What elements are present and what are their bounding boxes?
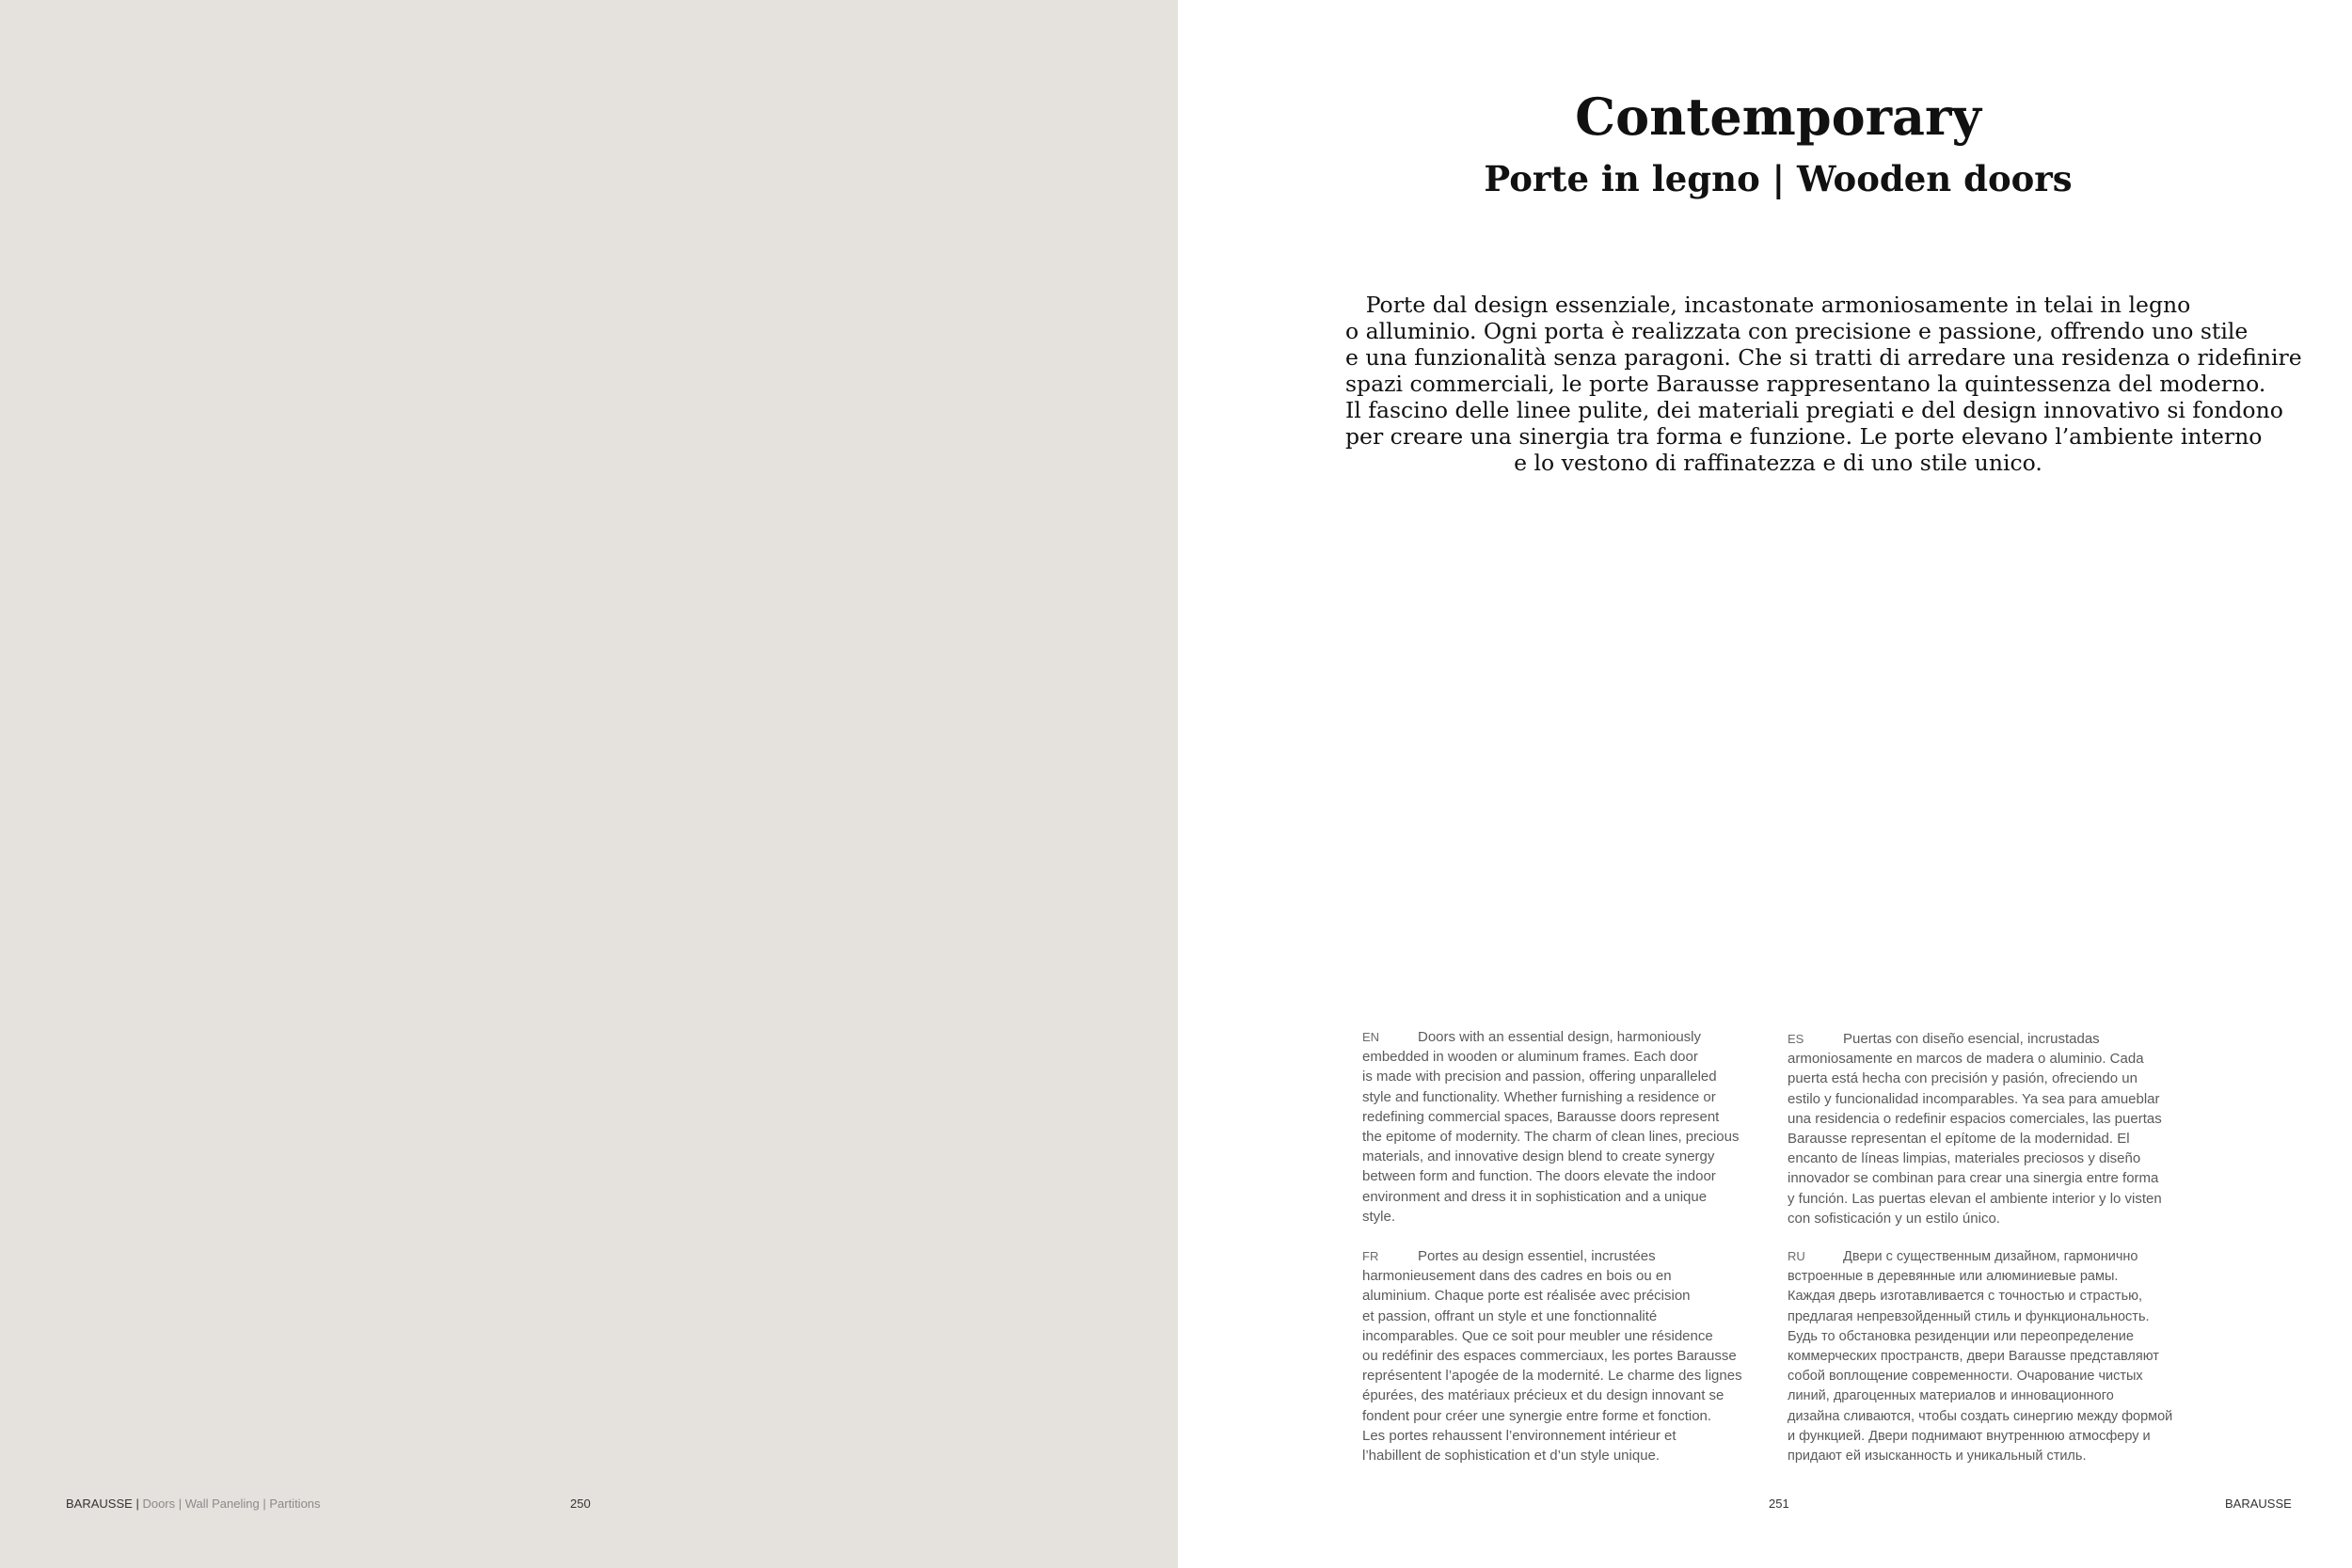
translation-line: Каждая дверь изготавливается с точностью и страстью, [1788,1289,2143,1305]
page-number-left: 250 [570,1497,591,1511]
translation-line: style and functionality. Whether furnishing a residence or [1362,1088,1716,1105]
translation-line: encanto de líneas limpias, materiales preciosos y diseño [1788,1150,2141,1167]
translation-line: коммерческих пространств, двери Barausse представляют [1788,1349,2159,1365]
page-subtitle: Porte in legno | Wooden doors [1484,158,2073,199]
translation-line: the epitome of modernity. The charm of clean lines, precious [1362,1129,1740,1146]
translation-line: Будь то обстановка резиденции или переопределение [1788,1328,2134,1344]
translation-line: redefining commercial spaces, Barausse doors represent [1362,1108,1720,1125]
translation-line: armoniosamente en marcos de madera o aluminio. Cada [1788,1051,2144,1068]
translation-line: puerta está hecha con precisión y pasión, ofreciendo un [1788,1070,2137,1087]
footer-categories: Doors | Wall Paneling | Partitions [142,1497,321,1511]
translation-line [1362,1246,1767,1266]
translation-line: ou redéfinir des espaces commerciaux, les portes Barausse [1362,1348,1737,1365]
translation-line: aluminium. Chaque porte est réalisée avec précision [1362,1288,1691,1305]
translation-line: between form and function. The doors elevate the indoor [1362,1168,1716,1185]
translation-line [1362,1027,1767,1047]
translation-text: Portes au design essentiel, incrustées [1418,1248,1656,1264]
translation-line: incomparables. Que ce soit pour meubler une résidence [1362,1327,1713,1344]
intro-line: Il fascino delle linee pulite, dei materiali pregiati e del design innovativo si fondono [1345,397,2283,423]
translation-line: предлагая непревзойденный стиль и функциональность. [1788,1308,2150,1324]
translation-line: estilo y funcionalidad incomparables. Ya sea para amueblar [1788,1090,2160,1107]
translation-text: Puertas con diseño esencial, incrustadas [1843,1031,2100,1047]
translation-es [1788,1029,2192,1228]
translation-line: Les portes rehaussent l’environnement intérieur et [1362,1427,1677,1444]
translation-line: Barausse representan el epítome de la modernidad. El [1788,1131,2130,1148]
intro-line: e lo vestono di raffinatezza e di uno stile unico. [1514,450,2042,476]
translation-line: et passion, offrant un style et une fonctionnalité [1362,1307,1658,1324]
translation-line: con sofisticación y un estilo único. [1788,1210,2000,1227]
translation-line: собой воплощение современности. Очарование чистых [1788,1369,2143,1385]
translation-line: встроенные в деревянные или алюминиевые рамы. [1788,1269,2119,1285]
intro-paragraph [1345,292,2302,476]
translation-line: is made with precision and passion, offering unparalleled [1362,1069,1717,1085]
translation-line: придают ей изысканность и уникальный стиль. [1788,1449,2087,1465]
translation-line: y función. Las puertas elevan el ambiente interior y lo visten [1788,1190,2162,1207]
translation-line: una residencia o redefinir espacios comerciales, las puertas [1788,1110,2162,1127]
footer-brand-right: BARAUSSE [2225,1497,2292,1511]
translation-line: épurées, des matériaux précieux et du design innovant se [1362,1387,1724,1404]
intro-line: spazi commerciali, le porte Barausse rappresentano la quintessenza del moderno. [1345,371,2266,397]
translation-line: materials, and innovative design blend to create synergy [1362,1148,1715,1165]
translation-ru [1788,1246,2192,1466]
intro-line: per creare una sinergia tra forma e funzione. Le porte elevano l’ambiente interno [1345,423,2263,450]
translation-line: fondent pour créer une synergie entre forme et fonction. [1362,1407,1712,1424]
language-code-es: ES [1788,1032,1804,1046]
translation-fr [1362,1246,1767,1465]
translation-text: Doors with an essential design, harmoniously [1418,1029,1701,1045]
translation-line: style. [1362,1208,1396,1225]
intro-line: o alluminio. Ogni porta è realizzata con precisione e passione, offrendo uno stile [1345,318,2249,344]
translation-text: Двери с существенным дизайном, гармонично [1843,1249,2138,1264]
page-title: Contemporary [1575,87,1981,147]
translation-line [1788,1029,2192,1049]
footer-left [66,1497,321,1511]
language-code-ru: RU [1788,1249,1805,1263]
translation-line: дизайна сливаются, чтобы создать синергию между формой [1788,1408,2173,1424]
translation-line [1788,1246,2192,1267]
translation-line: и функцией. Двери поднимают внутреннюю атмосферу и [1788,1428,2151,1444]
translation-line: environment and dress it in sophistication and a unique [1362,1188,1708,1205]
intro-line: Porte dal design essenziale, incastonate armoniosamente in telai in legno [1365,292,2191,318]
intro-line: e una funzionalità senza paragoni. Che si tratti di arredare una residenza o ridefinire [1345,344,2302,371]
translation-line: линий, драгоценных материалов и инновационного [1788,1388,2114,1404]
translation-line: harmonieusement dans des cadres en bois ou en [1362,1268,1672,1285]
footer-separator: | [135,1497,139,1511]
translation-line: représentent l’apogée de la modernité. Le charme des lignes [1362,1368,1742,1385]
footer-brand: BARAUSSE [66,1497,133,1511]
page-number-right: 251 [1769,1497,1789,1511]
translation-en [1362,1027,1767,1227]
translation-line: l’habillent de sophistication et d’un style unique. [1362,1448,1661,1465]
language-code-fr: FR [1362,1249,1379,1263]
translation-line: embedded in wooden or aluminum frames. Each door [1362,1049,1698,1066]
translation-line: innovador se combinan para crear una sinergia entre forma [1788,1170,2159,1187]
language-code-en: EN [1362,1030,1380,1044]
